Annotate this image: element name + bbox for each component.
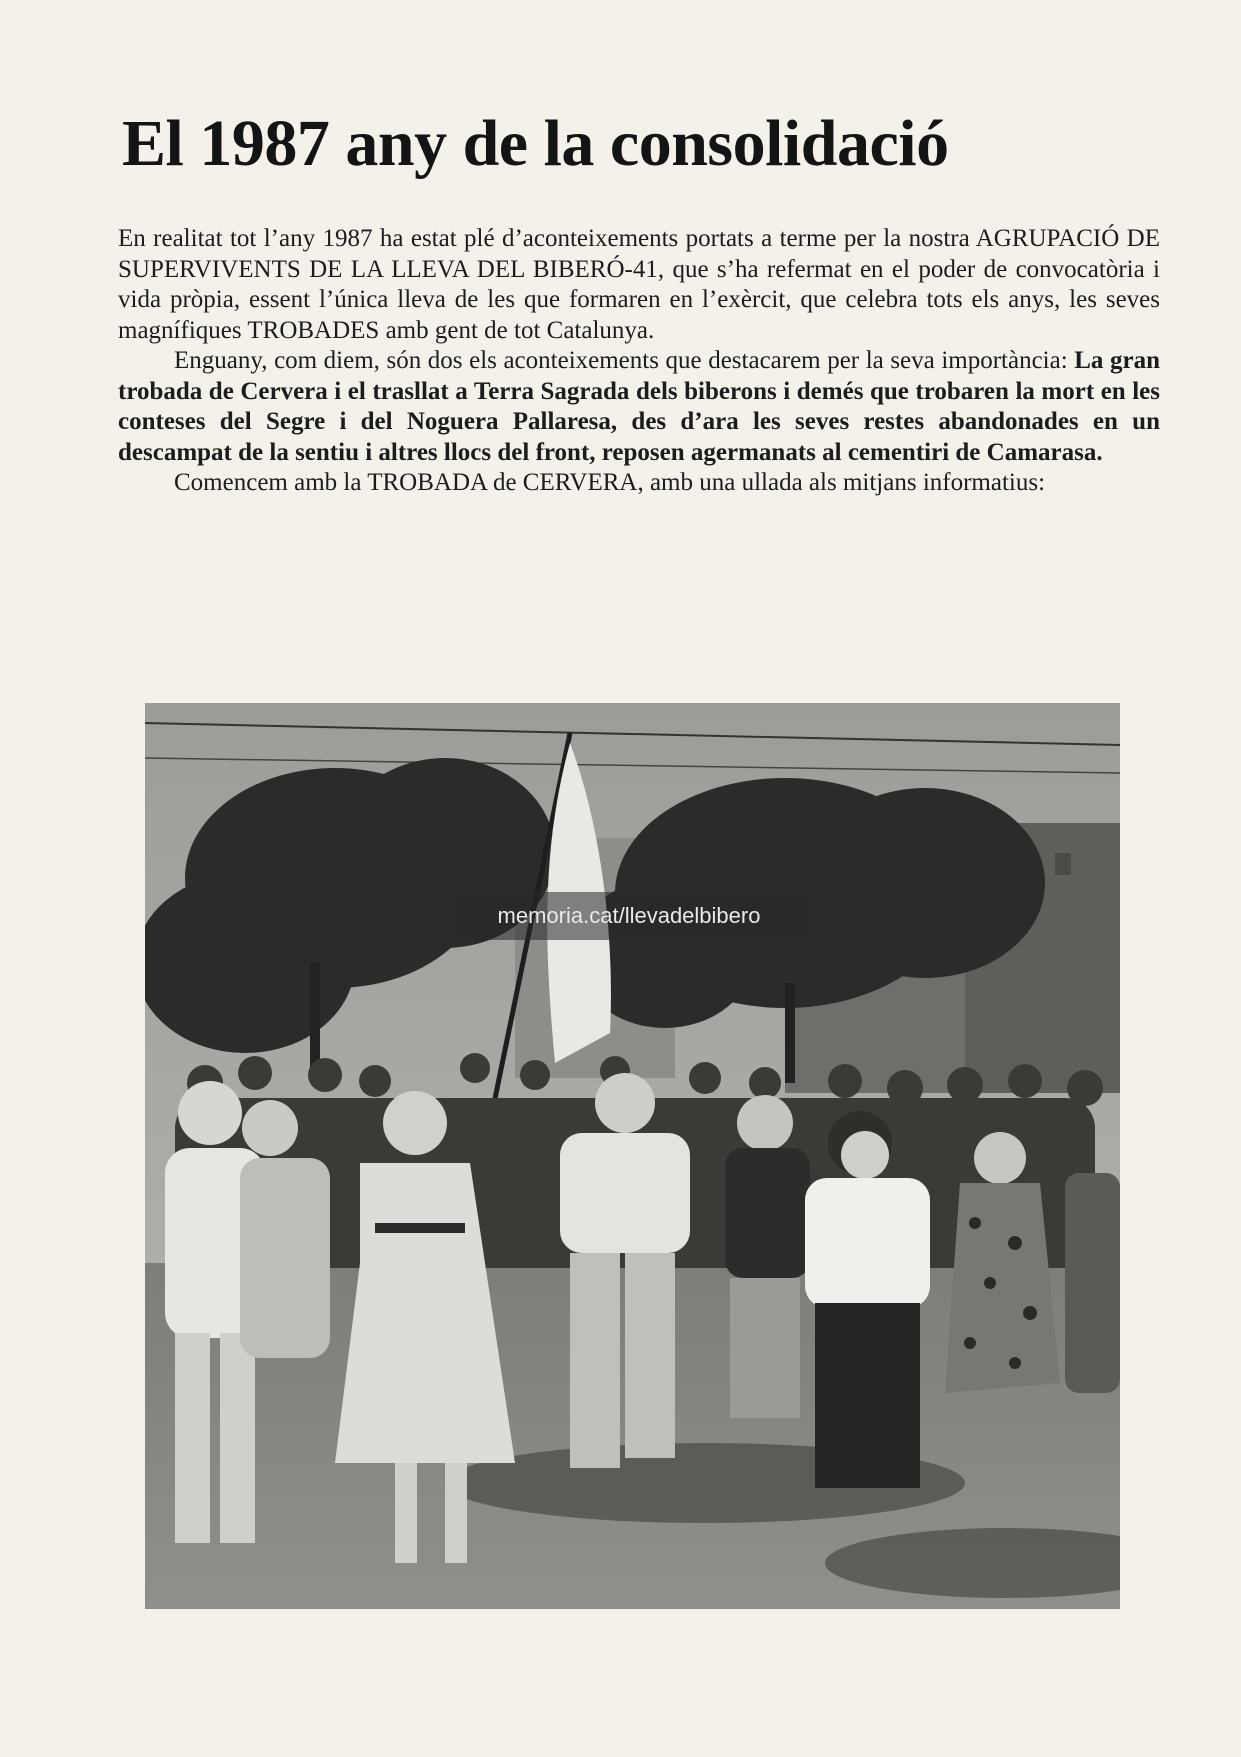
article-title: El 1987 any de la consolidació xyxy=(122,107,949,180)
paragraph-1: En realitat tot l’any 1987 ha estat plé d’aconteixements portats a terme per la nostra AGRUPACIÓ DE SUPERVIVENTS DE LA LLEVA DEL BIBERÓ-41, que s’ha refermat en el poder de convocatòria i vida pròpia, essent l’única lleva de les que formaren en l’exèrcit, que celebra tots els anys, les seves magnífiques TROBADES amb gent de tot Catalunya. xyxy=(118,225,1160,344)
photo-illustration xyxy=(145,703,1120,1609)
paragraph-2 xyxy=(118,346,1160,468)
watermark-label: memoria.cat/llevadelbibero xyxy=(452,892,806,940)
article-body xyxy=(118,224,1160,499)
paragraph-3: Comencem amb la TROBADA de CERVERA, amb una ullada als mitjans informatius: xyxy=(174,469,1046,496)
paragraph-2-bold: La gran trobada de Cervera i el trasllat a Terra Sagrada dels biberons i demés que trobaren la mort en les conteses del Segre i del Noguera Pallaresa, des d’ara les seves restes abandonades en un descampat de la sentiu i altres llocs del front, reposen agermanats al cementiri de Camarasa. xyxy=(118,347,1160,466)
event-photograph xyxy=(145,703,1120,1609)
paragraph-2-intro: Enguany, com diem, són dos els aconteixements que destacarem per la seva importància: xyxy=(174,347,1075,374)
